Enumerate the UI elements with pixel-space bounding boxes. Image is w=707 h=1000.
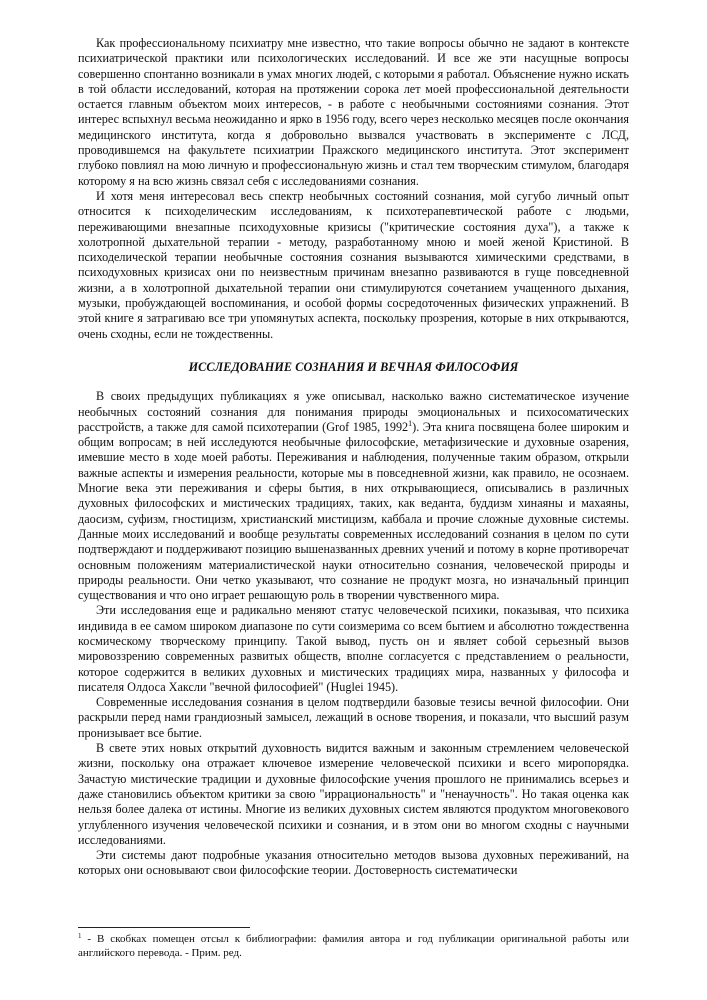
paragraph: Эти исследования еще и радикально меняют статус человеческой психики, показывая, что психика индивида в ее самом широком диапазоне по сути соизмерима со всем бытием и абсолютно тождественна космическому творческому принципу. Такой вывод, пусть он и являет собой серьезный вызов мировоззрению современных развитых обществ, вполне согласуется с представлением о реальности, которое содержится в великих духовных и мистических традициях мира, названных у философа и писателя Олдоса Хаксли "вечной философией" (Huglei 1945). <box>78 603 629 694</box>
footnote-reference[interactable]: 1 <box>408 418 413 428</box>
footnote <box>78 932 629 960</box>
footnote-marker: 1 <box>78 932 82 940</box>
paragraph: И хотя меня интересовал весь спектр необычных состояний сознания, мой сугубо личный опыт относится к психоделическим исследованиям, к психотерапевтической работе с людьми, переживающими внезапные психодуховные кризисы ("критические состояния духа"), а также к холотропной дыхательной терапии - методу, разработанному мною и моей женой Кристиной. В психоделической терапии необычные состояния сознания вызываются химическими средствами, в психодуховных кризисах они по неизвестным причинам внезапно развиваются в гуще повседневной жизни, а в холотропной дыхательной терапии они стимулируются сочетанием учащенного дыхания, музыки, пробуждающей воспоминания, и особой формы сосредоточенных физических упражнений. В этой книге я затрагиваю все три упомянутых аспекта, поскольку прозрения, которые в них открываются, очень сходны, если не тождественны. <box>78 188 629 341</box>
paragraph: Современные исследования сознания в целом подтвердили базовые тезисы вечной философии. Они раскрыли перед нами грандиозный замысел, лежащий в основе творения, и показали, что высший разум пронизывает все бытие. <box>78 695 629 740</box>
paragraph: В свете этих новых открытий духовность видится важным и законным стремлением человеческой жизни, поскольку она отражает ключевое измерение человеческой психики и всего миропорядка. Зачастую мистические традиции и духовные философские учения прошлого не принимались всерьез и даже становились объектом критики за свою "иррациональность" и "ненаучность". Но такая оценка как нельзя более далека от истины. Многие из великих духовных систем являются продуктом многовекового углубленного изучения человеческой психики и сознания, и в этом они во многом сходны с научными исследованиями. <box>78 741 629 847</box>
paragraph: Как профессиональному психиатру мне известно, что такие вопросы обычно не задают в контексте психиатрической практики или психологических исследований. И все же эти насущные вопросы совершенно спонтанно возникали в умах многих людей, с которыми я работал. Объяснение нужно искать в той области исследований, которая на протяжении сорока лет моей профессиональной деятельности остается главным объектом моих интересов, - в работе с необычными состояниями сознания. Этот интерес вспыхнул весьма неожиданно и ярко в 1956 году, всего через несколько месяцев после окончания медицинского института, когда я добровольно вызвался участвовать в эксперименте с ЛСД, проводившемся на факультете психиатрии Пражского медицинского института. Этот эксперимент глубоко повлиял на мою личную и профессиональную жизнь и стал тем творческим стимулом, благодаря которому я на всю жизнь связал себя с исследованиями сознания. <box>78 36 629 188</box>
paragraph: Эти системы дают подробные указания относительно методов вызова духовных переживаний, на которых они основывают свои философские теории. Достоверность систематически <box>78 848 629 878</box>
paragraph <box>78 389 629 603</box>
footnote-text: - В скобках помещен отсыл к библиографии: фамилия автора и год публикации оригинальной работы или английского перевода. - Прим. ред. <box>78 933 629 959</box>
paragraph-text: ). Эта книга посвящена более широким и общим вопросам; в ней исследуются необычные философские, метафизические и духовные озарения, имевшие место в ходе моей работы. Переживания и наблюдения, полученные таким образом, открыли важные аспекты и измерения реальности, которые мы в повседневной жизни, как правило, не осознаем. Многие века эти переживания и сферы бытия, в них открывающиеся, описывались в различных духовных философских и мистических традициях, таких, как веданта, буддизм хинаяны и махаяны, даосизм, суфизм, гностицизм, христианский мистицизм, каббала и прочие сложные духовные системы. Данные моих исследований и вообще результаты современных исследований сознания в целом по сути подтверждают и поддерживают позицию вышеназванных древних учений и потому в корне противоречат основным положениям материалистической науки относительно сознания, человеческой природы и природы реальности. Они четко указывают, что сознание не продукт мозга, но изначальный принцип существования и что оно играет решающую роль в творении чувственного мира. <box>78 419 629 603</box>
paragraph-text: В своих предыдущих публикациях я уже описывал, насколько важно систематическое изучение необычных состояний сознания для понимания природы эмоциональных и психосоматических расстройств, а также для самой психотерапии (Grof 1985, 1992 <box>78 389 629 434</box>
section-heading: ИССЛЕДОВАНИЕ СОЗНАНИЯ И ВЕЧНАЯ ФИЛОСОФИЯ <box>188 359 519 374</box>
footnote-divider <box>78 927 250 928</box>
page-body <box>78 36 629 879</box>
